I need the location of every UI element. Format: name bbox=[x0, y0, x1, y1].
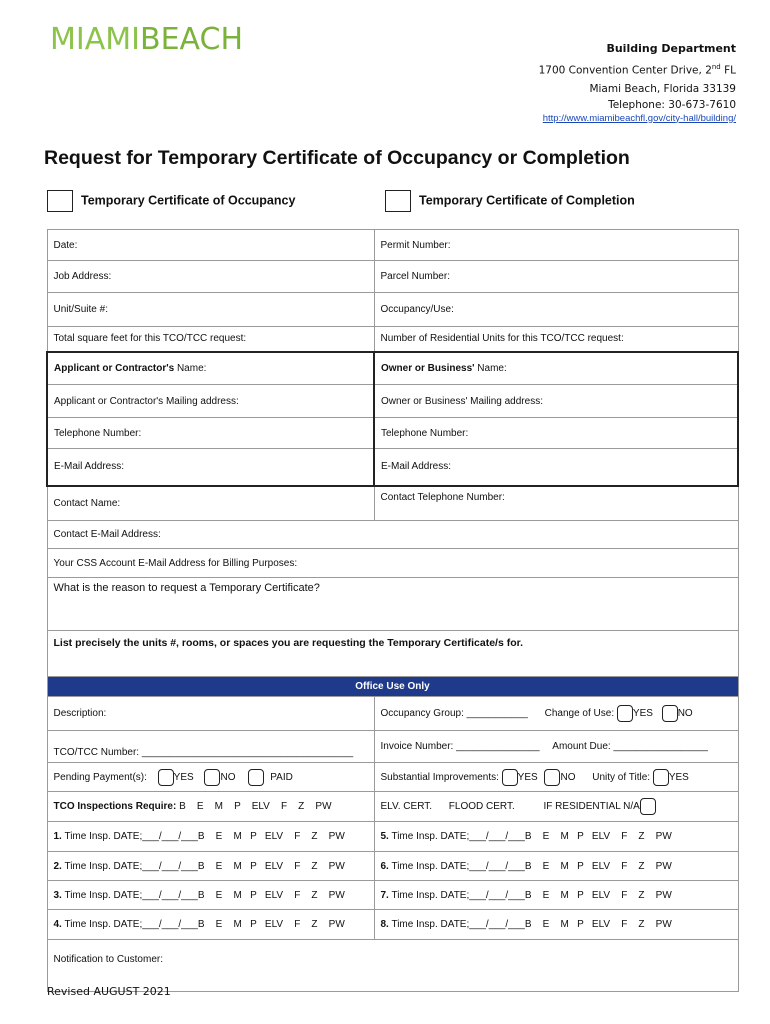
applicant-name-field[interactable]: Applicant or Contractor's Name: bbox=[47, 352, 374, 385]
job-address-field[interactable]: Job Address: bbox=[47, 261, 374, 293]
css-account-email-field[interactable]: Your CSS Account E-Mail Address for Billing Purposes: bbox=[47, 549, 738, 578]
change-of-use-no-checkbox[interactable] bbox=[662, 705, 678, 722]
pending-yes-checkbox[interactable] bbox=[158, 769, 174, 786]
occupancy-group-row: Occupancy Group: ___________ Change of Use: YES NO bbox=[374, 697, 738, 731]
inspection-row-1[interactable]: 1. Time Insp. DATE;___/___/___B E M P ELV F Z PW bbox=[47, 822, 374, 852]
inspection-row-5[interactable]: 5. Time Insp. DATE;___/___/___B E M P ELV F Z PW bbox=[374, 822, 738, 852]
option-tco[interactable] bbox=[47, 190, 295, 212]
owner-email-field[interactable]: E-Mail Address: bbox=[374, 449, 738, 486]
na-checkbox[interactable] bbox=[640, 798, 656, 815]
owner-telephone-field[interactable]: Telephone Number: bbox=[374, 418, 738, 449]
inspection-row-6[interactable]: 6. Time Insp. DATE;___/___/___B E M P ELV F Z PW bbox=[374, 852, 738, 881]
tco-label: Temporary Certificate of Occupancy bbox=[81, 193, 296, 208]
address-line-1: 1700 Convention Center Drive, 2nd FL bbox=[538, 63, 736, 77]
units-list-field[interactable]: List precisely the units #, rooms, or spaces you are requesting the Temporary Certificate/s for. bbox=[47, 631, 738, 677]
notification-field[interactable]: Notification to Customer: bbox=[47, 940, 738, 992]
owner-name-field[interactable]: Owner or Business' Name: bbox=[374, 352, 738, 385]
inspection-row-4[interactable]: 4. Time Insp. DATE;___/___/___B E M P ELV F Z PW bbox=[47, 910, 374, 940]
inspection-row-2[interactable]: 2. Time Insp. DATE;___/___/___B E M P ELV F Z PW bbox=[47, 852, 374, 881]
residential-units-field[interactable]: Number of Residential Units for this TCO/TCC request: bbox=[374, 327, 738, 352]
substantial-no-checkbox[interactable] bbox=[544, 769, 560, 786]
parcel-number-field[interactable]: Parcel Number: bbox=[374, 261, 738, 293]
inspections-required-row: TCO Inspections Require: B E M P ELV F Z PW bbox=[47, 792, 374, 822]
change-of-use-label: Change of Use: bbox=[544, 708, 615, 720]
invoice-row bbox=[374, 731, 738, 763]
office-use-heading: Office Use Only bbox=[47, 677, 738, 697]
telephone: Telephone: 30-673-7610 bbox=[608, 98, 736, 111]
miami-beach-logo bbox=[50, 22, 243, 57]
applicant-email-field[interactable]: E-Mail Address: bbox=[47, 449, 374, 486]
certs-row: ELV. CERT. FLOOD CERT. IF RESIDENTIAL N/A bbox=[374, 792, 738, 822]
department-name: Building Department bbox=[606, 42, 736, 55]
application-form bbox=[46, 229, 739, 992]
substantial-yes-checkbox[interactable] bbox=[502, 769, 518, 786]
permit-number-field[interactable]: Permit Number: bbox=[374, 230, 738, 261]
pending-paid-checkbox[interactable] bbox=[248, 769, 264, 786]
substantial-row: Substantial Improvements: YES NO Unity of Title: YES bbox=[374, 763, 738, 792]
amount-due-field[interactable]: Amount Due: _________________ bbox=[552, 741, 708, 752]
page-title: Request for Temporary Certificate of Occupancy or Completion bbox=[44, 147, 630, 169]
contact-name-field[interactable]: Contact Name: bbox=[47, 486, 374, 521]
change-of-use-yes-checkbox[interactable] bbox=[617, 705, 633, 722]
unity-title-yes-checkbox[interactable] bbox=[653, 769, 669, 786]
contact-telephone-field[interactable]: Contact Telephone Number: bbox=[374, 486, 738, 521]
inspection-codes: B E M P ELV F Z PW bbox=[179, 801, 332, 812]
description-field[interactable]: Description: bbox=[47, 697, 374, 731]
tcc-label: Temporary Certificate of Completion bbox=[419, 193, 635, 208]
total-sqft-field[interactable]: Total square feet for this TCO/TCC request: bbox=[47, 327, 374, 352]
logo-text-miami: MIAMI bbox=[50, 22, 140, 57]
owner-mailing-field[interactable]: Owner or Business' Mailing address: bbox=[374, 385, 738, 418]
option-tcc[interactable] bbox=[385, 190, 635, 212]
inspection-row-8[interactable]: 8. Time Insp. DATE;___/___/___B E M P ELV F Z PW bbox=[374, 910, 738, 940]
tco-number-field[interactable]: TCO/TCC Number: ______________________________________ bbox=[47, 731, 374, 763]
tco-checkbox[interactable] bbox=[47, 190, 73, 212]
inspection-row-3[interactable]: 3. Time Insp. DATE;___/___/___B E M P ELV F Z PW bbox=[47, 881, 374, 910]
logo-text-beach: BEACH bbox=[140, 22, 244, 57]
occupancy-use-field[interactable]: Occupancy/Use: bbox=[374, 293, 738, 327]
tcc-checkbox[interactable] bbox=[385, 190, 411, 212]
unit-suite-field[interactable]: Unit/Suite #: bbox=[47, 293, 374, 327]
revision-note: Revised AUGUST 2021 bbox=[47, 985, 171, 998]
inspection-row-7[interactable]: 7. Time Insp. DATE;___/___/___B E M P ELV F Z PW bbox=[374, 881, 738, 910]
date-field[interactable]: Date: bbox=[47, 230, 374, 261]
occupancy-group-field[interactable]: Occupancy Group: ___________ bbox=[380, 708, 528, 720]
contact-email-field[interactable]: Contact E-Mail Address: bbox=[47, 521, 738, 549]
invoice-number-field[interactable]: Invoice Number: _______________ bbox=[380, 741, 540, 752]
applicant-telephone-field[interactable]: Telephone Number: bbox=[47, 418, 374, 449]
address-line-2: Miami Beach, Florida 33139 bbox=[589, 82, 736, 95]
pending-payments-row: Pending Payment(s): YES NO PAID bbox=[47, 763, 374, 792]
applicant-mailing-field[interactable]: Applicant or Contractor's Mailing address: bbox=[47, 385, 374, 418]
department-url-link[interactable]: http://www.miamibeachfl.gov/city-hall/building/ bbox=[542, 112, 736, 124]
header-contact bbox=[539, 40, 736, 125]
reason-field[interactable]: What is the reason to request a Temporary Certificate? bbox=[47, 578, 738, 631]
pending-no-checkbox[interactable] bbox=[204, 769, 220, 786]
